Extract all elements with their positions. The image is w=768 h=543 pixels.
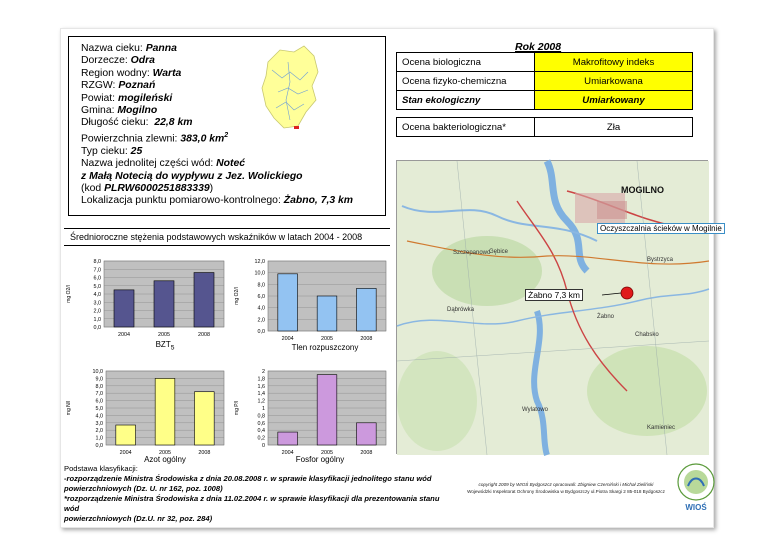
x-tick-label: 2005: [158, 332, 170, 338]
wios-logo: [676, 460, 716, 516]
y-axis-label: mg O2/l: [66, 285, 72, 303]
x-tick-label: 2008: [198, 450, 211, 456]
y-tick-label: 6,0: [257, 294, 265, 300]
y-tick-label: 9,0: [95, 376, 103, 383]
assessment-row-bakt: Ocena bakteriologiczna* Zła: [397, 118, 693, 137]
chart-phosphorus: [232, 367, 392, 459]
copyright-note: copyright 2009 by WIOŚ Bydgoszcz opracowali: Zbigniew Czerniński i Michał Zieliński Wojewódzki Inspektorat Ochrony Środowiska w Bydgoszczy ul.Piotra Skargi 2 85-018 Bydgoszcz: [467, 482, 665, 494]
y-tick-label: 2,0: [257, 317, 265, 324]
y-tick-label: 6,0: [95, 398, 103, 405]
y-tick-label: 0,8: [257, 413, 265, 420]
y-tick-label: 7,0: [95, 391, 103, 398]
y-tick-label: 2: [262, 369, 265, 375]
y-tick-label: 5,0: [93, 283, 101, 290]
y-tick-label: 0,0: [93, 325, 101, 331]
topographic-map: [396, 160, 722, 454]
bar: [114, 290, 134, 327]
bar: [357, 423, 377, 445]
y-tick-label: 2,0: [95, 428, 103, 435]
map-drawing: [397, 161, 709, 455]
y-axis-label: mg P/l: [234, 400, 240, 416]
place-label: Szczepanowo: [453, 250, 491, 256]
y-tick-label: 8,0: [93, 259, 101, 265]
place-label: Kamieniec: [647, 425, 676, 431]
x-tick-label: 2008: [198, 332, 210, 338]
sampling-point-label: Żabno 7,3 km: [525, 289, 583, 301]
y-tick-label: 5,0: [95, 406, 103, 412]
sampling-point-marker: [621, 287, 633, 299]
x-tick-label: 2008: [360, 336, 373, 342]
y-tick-label: 1,8: [257, 376, 265, 383]
x-tick-label: 2004: [119, 450, 132, 456]
logo-text: WIOŚ: [685, 503, 707, 512]
y-tick-label: 0,0: [95, 443, 103, 449]
bar: [278, 274, 298, 331]
place-label: Dąbrówka: [447, 307, 475, 313]
x-tick-label: 2004: [118, 332, 130, 338]
chart-phosphorus-caption: Fosfor ogólny: [295, 455, 345, 464]
y-tick-label: 0,6: [257, 420, 265, 427]
y-tick-label: 3,0: [93, 300, 101, 307]
x-tick-label: 2005: [321, 450, 333, 456]
bar: [278, 432, 298, 445]
bar: [357, 288, 377, 331]
river-info-panel: Nazwa cieku: Panna Dorzecze: Odra Region wodny: Warta RZGW: Poznań Powiat: mogileński Gmina: Mogilno Długość cieku: 22,8 km Powierzchnia zlewni: 383,0 $km^2$ Typ cieku: 25 Nazwa jednolitej części wód: Noteć z Małą Notecią do wypływu z Jez. Wolickiego (kod PLRW6000251883339) Lokalizacja punktu pomiarowo-kontrolnego: Żabno, 7,3 km: [68, 36, 386, 216]
y-tick-label: 8,0: [257, 282, 265, 289]
x-tick-label: 2005: [159, 450, 171, 456]
footer-legal-basis: Podstawa klasyfikacji: -rozporządzenie Ministra Środowiska z dnia 20.08.2008 r. w sprawie klasyfikacji jednolitego stanu wód powierzchniowych (Dz. U. nr 162, poz. 1008) *rozporządzenie Ministra Środowiska z dnia 11.02.2004 r. w sprawie klasyfikacji dla prezentowania stanu wód powierzchniowych (Dz.U. nr 32, poz. 284): [64, 464, 440, 523]
y-tick-label: 1,0: [93, 316, 101, 323]
y-tick-label: 1,6: [257, 383, 265, 390]
chart-oxygen-caption: Tlen rozpuszczony: [291, 343, 359, 352]
x-tick-label: 2005: [321, 336, 333, 342]
y-tick-label: 10,0: [92, 369, 103, 375]
chart-nitrogen: [64, 367, 234, 459]
y-tick-label: 0,2: [257, 435, 265, 442]
y-tick-label: 0,4: [257, 428, 265, 435]
place-label: Chabsko: [635, 332, 659, 338]
y-axis-label: mg O2/l: [234, 287, 240, 305]
x-tick-label: 2004: [281, 450, 294, 456]
place-label: Żabno: [597, 314, 615, 320]
charts-section-title: Średnioroczne stężenia podstawowych wskaźników w latach 2004 - 2008: [64, 228, 390, 246]
assessment-table: [396, 52, 693, 137]
province-mini-map: [258, 42, 322, 134]
y-tick-label: 6,0: [93, 275, 101, 282]
y-tick-label: 1,0: [95, 435, 103, 442]
chart-nitrogen-caption: Azot ogólny: [144, 455, 186, 464]
assessment-row-bio: Ocena biologiczna Makrofitowy indeks: [397, 53, 693, 72]
bar: [116, 425, 136, 445]
bar: [154, 281, 174, 327]
assessment-row-ekolog: Stan ekologiczny Umiarkowany: [397, 91, 693, 110]
y-axis-label: mg N/l: [66, 400, 72, 416]
y-tick-label: 1,2: [257, 398, 265, 405]
y-tick-label: 3,0: [95, 420, 103, 427]
assessment-row-fizchem: Ocena fizyko-chemiczna Umiarkowana: [397, 72, 693, 91]
y-tick-label: 1,4: [257, 391, 265, 398]
year-heading: Rok 2008: [515, 41, 562, 53]
place-label: Bystrzyca: [647, 257, 674, 263]
y-tick-label: 4,0: [257, 305, 265, 312]
y-tick-label: 4,0: [95, 413, 103, 420]
bar: [317, 375, 337, 445]
river-name: Panna: [145, 43, 177, 54]
location-marker: [294, 126, 299, 129]
y-tick-label: 8,0: [95, 383, 103, 390]
y-tick-label: 1: [262, 406, 265, 412]
chart-bzt5-caption: $BZT_5$: [155, 340, 175, 352]
bar: [155, 378, 175, 445]
y-tick-label: 0: [262, 443, 265, 449]
place-label: Wylatowo: [522, 407, 548, 413]
y-tick-label: 2,0: [93, 308, 101, 315]
place-label: Gębice: [489, 249, 509, 255]
y-tick-label: 7,0: [93, 267, 101, 274]
y-tick-label: 4,0: [93, 292, 101, 298]
y-tick-label: 10,0: [254, 270, 265, 277]
treatment-plant-label: Oczyszczalnia ścieków w Mogilnie: [597, 223, 725, 234]
x-tick-label: 2008: [360, 450, 373, 456]
y-tick-label: 12,0: [254, 259, 265, 265]
bar: [195, 392, 215, 445]
bar: [194, 273, 214, 327]
x-tick-label: 2004: [281, 336, 294, 342]
bar: [317, 296, 337, 331]
chart-oxygen: [232, 255, 392, 355]
town-label: MOGILNO: [621, 185, 664, 195]
y-tick-label: 0,0: [257, 329, 265, 335]
